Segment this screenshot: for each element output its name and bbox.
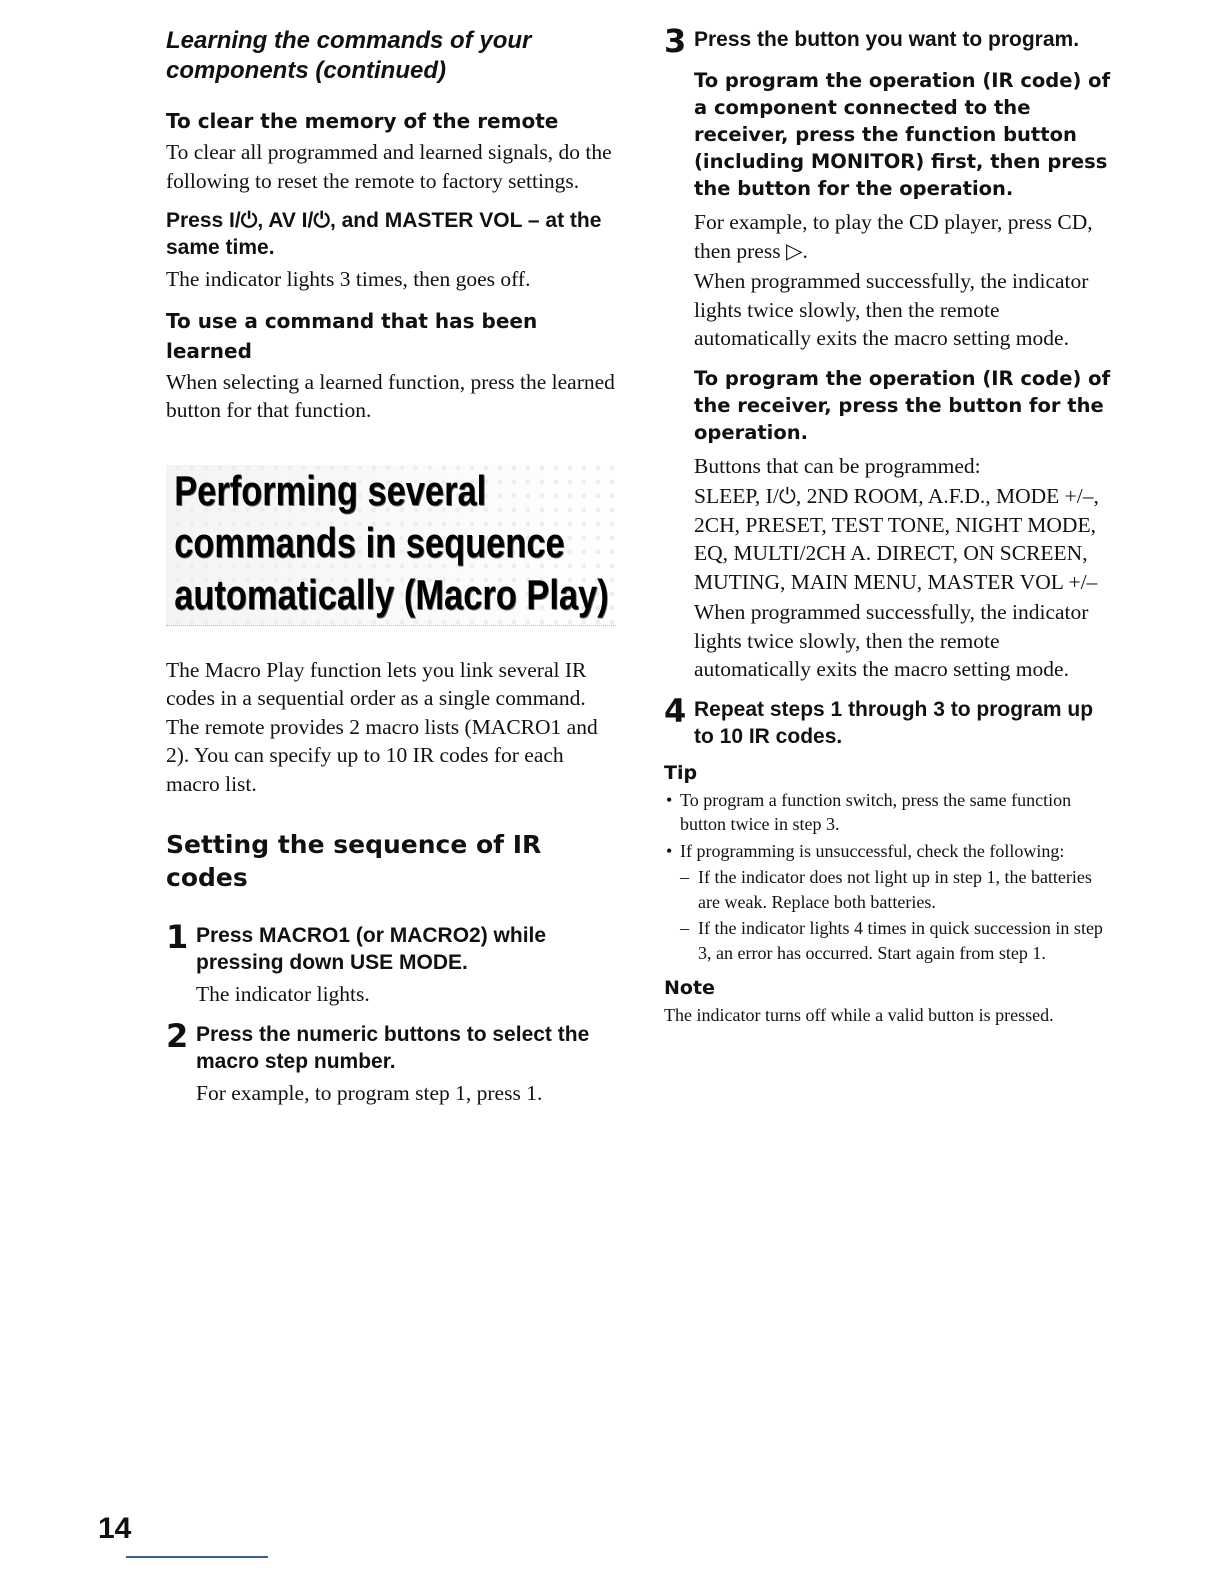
use-learned-heading: To use a command that has been learned [166, 308, 538, 363]
step-2-number: 2 [166, 1016, 189, 1055]
clear-memory-result: The indicator lights 3 times, then goes off. [166, 267, 531, 291]
clear-memory-heading: To clear the memory of the remote [166, 109, 559, 133]
step-1 [166, 918, 616, 1009]
step-3-number: 3 [664, 22, 687, 60]
step-1-number: 1 [166, 918, 189, 956]
section-title: Learning the commands of your components (continued) [166, 27, 532, 84]
use-learned-body: When selecting a learned function, press the learned button for that function. [166, 369, 615, 422]
page-number: 14 [98, 1512, 132, 1545]
tip-dash-2: – If the indicator lights 4 times in quick succession in step 3, an error has occurred. Start again from step 1. [664, 916, 1116, 965]
step-1-body: The indicator lights. [196, 982, 370, 1006]
receiver-operation-heading: To program the operation (IR code) of the receiver, press the button for the operation. [694, 366, 1111, 444]
component-operation-heading: To program the operation (IR code) of a component connected to the receiver, press the function button (including MONITOR) first, then press the button for the operation. [694, 69, 1111, 200]
tip-bullet-2: • If programming is unsuccessful, check the following: [664, 839, 1116, 864]
step-2 [166, 1016, 616, 1108]
footer-rule [126, 1556, 268, 1558]
step-4-number: 4 [664, 691, 687, 730]
feature-title-line-3: automatically (Macro Play) [174, 570, 609, 618]
step-2-label: Press the numeric buttons to select the macro step number. [196, 1022, 590, 1073]
step-2-body: For example, to program step 1, press 1. [196, 1080, 543, 1105]
tip-dash-1: – If the indicator does not light up in step 1, the batteries are weak. Replace both batteries. [664, 865, 1116, 914]
clear-memory-body: To clear all programmed and learned signals, do the following to reset the remote to factory settings. [166, 140, 612, 193]
component-operation-success: When programmed successfully, the indicator lights twice slowly, then the remote automatically exits the macro setting mode. [694, 269, 1089, 350]
feature-title-line-2: commands in sequence [174, 518, 565, 566]
note-body: The indicator turns off while a valid button is pressed. [664, 1005, 1054, 1025]
feature-title-line-1: Performing several [174, 466, 487, 514]
step-1-label: Press MACRO1 (or MACRO2) while pressing down USE MODE. [196, 924, 547, 974]
tip-bullet-1: • To program a function switch, press the same function button twice in step 3. [664, 788, 1116, 837]
macro-intro: The Macro Play function lets you link several IR codes in a sequential order as a single command. The remote provides 2 macro lists (MACRO1 and 2). You can specify up to 10 IR codes for each macro list. [166, 657, 598, 796]
note-heading: Note [664, 977, 715, 999]
tip-heading: Tip [664, 761, 698, 784]
left-column [166, 26, 616, 1119]
programmable-buttons-label: Buttons that can be programmed: [694, 453, 981, 478]
receiver-operation-success: When programmed successfully, the indicator lights twice slowly, then the remote automatically exits the macro setting mode. [694, 600, 1089, 681]
step-4 [664, 691, 1116, 750]
setting-sequence-heading: Setting the sequence of IR codes [166, 830, 542, 892]
programmable-buttons-list: SLEEP, I/⏻, 2ND ROOM, A.F.D., MODE +/–, 2CH, PRESET, TEST TONE, NIGHT MODE, EQ, MULTI/2CH A. DIRECT, ON SCREEN, MUTING, MAIN MENU, MASTER VOL +/– [694, 484, 1099, 594]
step-3-label: Press the button you want to program. [694, 28, 1080, 51]
macro-play-feature-title [166, 465, 616, 626]
component-operation-example: For example, to play the CD player, press CD, then press ▷. [694, 210, 1093, 263]
right-column [664, 22, 1116, 1028]
step-3 [664, 22, 1116, 684]
step-4-label: Repeat steps 1 through 3 to program up to 10 IR codes. [694, 697, 1094, 748]
clear-memory-instruction: Press I/⏻, AV I/⏻, and MASTER VOL – at the same time. [166, 209, 602, 259]
